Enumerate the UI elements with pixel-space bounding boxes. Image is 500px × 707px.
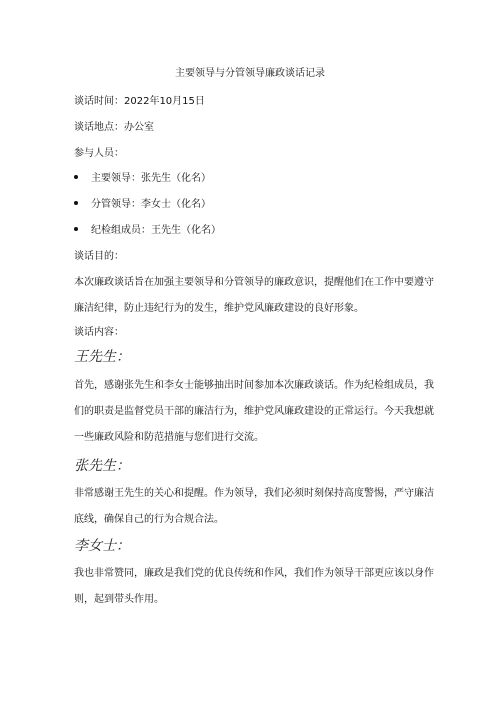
content-label: 谈话内容： bbox=[74, 327, 124, 338]
talk-place: 谈话地点：办公室 bbox=[74, 122, 154, 133]
speech-paragraph: 首先，感谢张先生和李女士能够抽出时间参加本次廉政谈话。作为纪检组成员，我们的职责是监督党员干部的廉洁行为，维护党风廉政建设的正常运行。今天我想就一些廉政风险和防范措施与您们进行交流。 bbox=[74, 380, 434, 443]
bullet-icon bbox=[74, 227, 78, 231]
participant-item bbox=[74, 224, 221, 238]
speaker-name: 王先生： bbox=[74, 349, 130, 365]
participant-text: 主要领导：张先生（化名） bbox=[91, 173, 211, 184]
participant-item bbox=[74, 198, 211, 212]
purpose-label: 谈话目的： bbox=[74, 251, 124, 262]
bullet-icon bbox=[74, 175, 78, 179]
speaker-name: 张先生： bbox=[74, 458, 130, 474]
purpose-paragraph: 本次廉政谈话旨在加强主要领导和分管领导的廉政意识，提醒他们在工作中要遵守廉洁纪律，防止违纪行为的发生，维护党风廉政建设的良好形象。 bbox=[74, 277, 434, 314]
speaker-name: 李女士： bbox=[74, 538, 130, 554]
participant-item bbox=[74, 172, 211, 186]
talk-time: 谈话时间：2022年10月15日 bbox=[74, 96, 205, 107]
participants-label: 参与人员： bbox=[74, 148, 124, 159]
bullet-icon bbox=[74, 201, 78, 205]
speech-paragraph: 我也非常赞同，廉政是我们党的优良传统和作风，我们作为领导干部更应该以身作则，起到带头作用。 bbox=[74, 568, 434, 605]
participant-text: 分管领导：李女士（化名） bbox=[91, 199, 211, 210]
document-title: 主要领导与分管领导廉政谈话记录 bbox=[175, 68, 325, 79]
speech-paragraph: 非常感谢王先生的关心和提醒。作为领导，我们必须时刻保持高度警惕，严守廉洁底线，确保自己的行为合规合法。 bbox=[74, 488, 434, 525]
participant-text: 纪检组成员：王先生（化名） bbox=[91, 225, 221, 236]
